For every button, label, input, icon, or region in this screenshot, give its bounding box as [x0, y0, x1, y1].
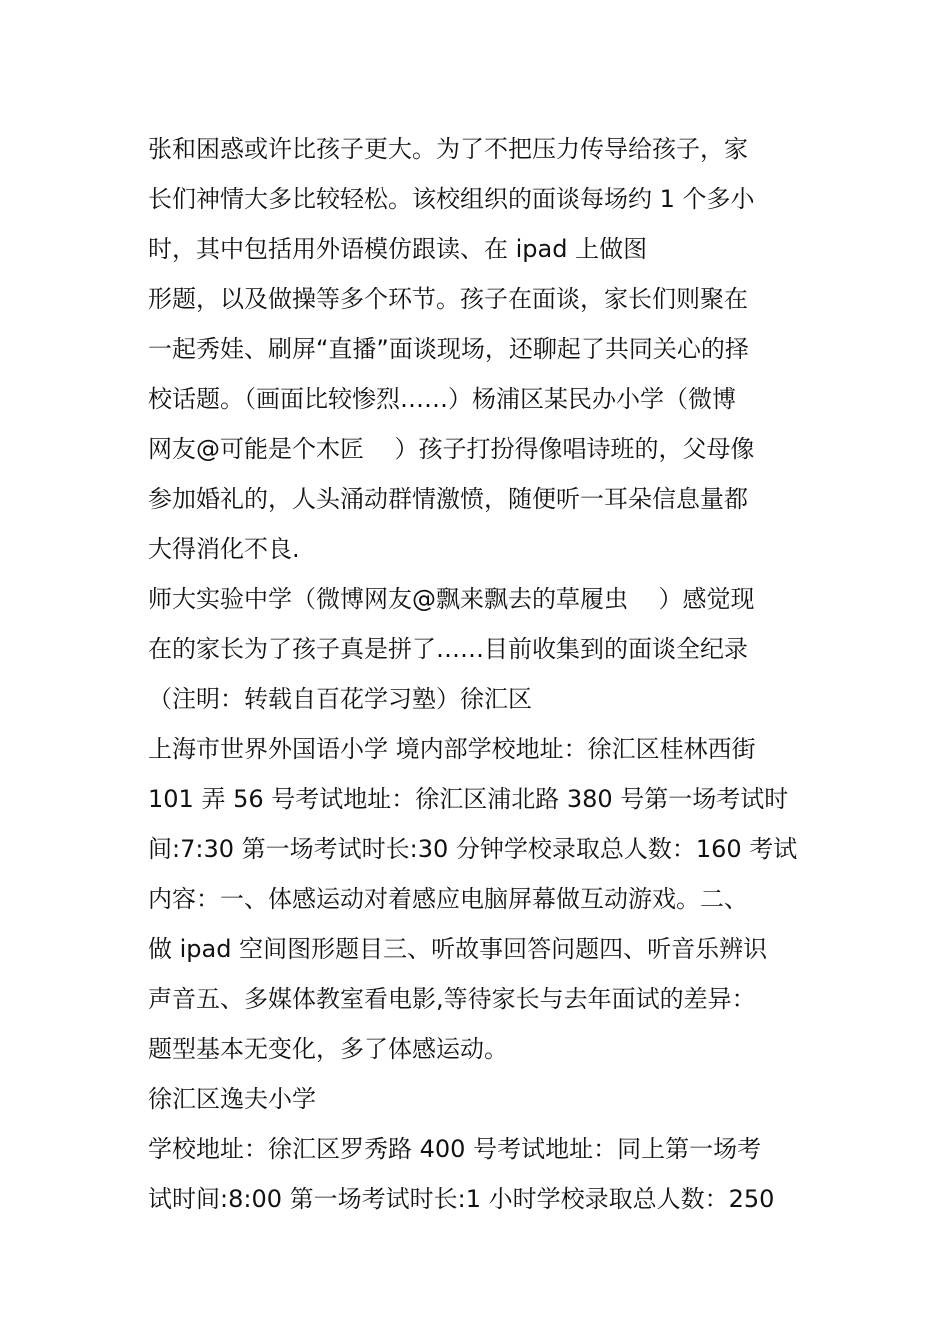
text-line: 声音五、多媒体教室看电影,等待家长与去年面试的差异：	[148, 985, 756, 1013]
text-line: （注明：转载自百花学习塾）徐汇区	[148, 685, 532, 713]
text-line: 在的家长为了孩子真是拼了……目前收集到的面谈全纪录	[148, 635, 748, 663]
text-line: 时，其中包括用外语模仿跟读、在 ipad 上做图	[148, 235, 648, 263]
text-line: 徐汇区逸夫小学	[148, 1085, 316, 1113]
text-line: 师大实验中学（微博网友@飘来飘去的草履虫 ）感觉现	[148, 585, 755, 613]
text-line: 形题，以及做操等多个环节。孩子在面谈，家长们则聚在	[148, 285, 748, 313]
text-line: 校话题。（画面比较惨烈……）杨浦区某民办小学（微博	[148, 385, 736, 413]
text-line: 做 ipad 空间图形题目三、听故事回答问题四、听音乐辨识	[148, 935, 768, 963]
document-body-text	[148, 124, 808, 1224]
text-line: 101 弄 56 号考试地址：徐汇区浦北路 380 号第一场考试时	[148, 785, 789, 813]
text-line: 网友@可能是个木匠 ）孩子打扮得像唱诗班的，父母像	[148, 435, 755, 463]
text-line: 间:7:30 第一场考试时长:30 分钟学校录取总人数：160 考试	[148, 835, 798, 863]
text-line: 学校地址：徐汇区罗秀路 400 号考试地址：同上第一场考	[148, 1135, 762, 1163]
text-line: 一起秀娃、刷屏“直播”面谈现场，还聊起了共同关心的择	[148, 335, 749, 363]
text-line: 上海市世界外国语小学 境内部学校地址：徐汇区桂林西街	[148, 735, 756, 763]
text-line: 内容：一、体感运动对着感应电脑屏幕做互动游戏。二、	[148, 885, 748, 913]
text-line: 试时间:8:00 第一场考试时长:1 小时学校录取总人数：250	[148, 1185, 775, 1213]
text-line: 张和困惑或许比孩子更大。为了不把压力传导给孩子，家	[148, 135, 748, 163]
text-line: 大得消化不良.	[148, 535, 300, 563]
text-line: 长们神情大多比较轻松。该校组织的面谈每场约 1 个多小	[148, 185, 755, 213]
text-line: 题型基本无变化，多了体感运动。	[148, 1035, 508, 1063]
text-line: 参加婚礼的，人头涌动群情激愤，随便听一耳朵信息量都	[148, 485, 748, 513]
